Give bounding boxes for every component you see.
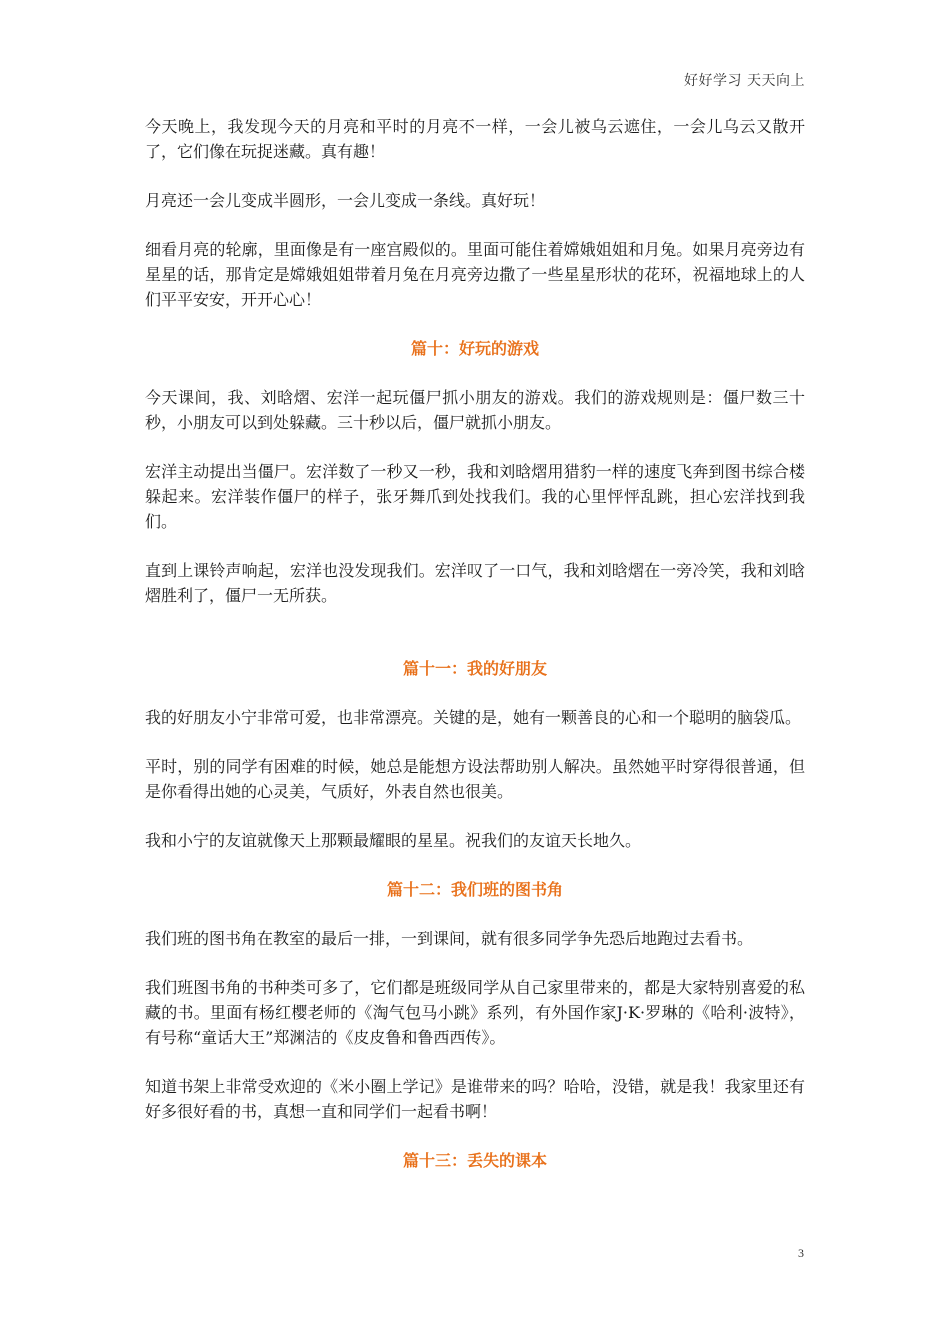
paragraph: 直到上课铃声响起，宏洋也没发现我们。宏洋叹了一口气，我和刘晗熠在一旁冷笑，我和刘晗熠胜利了，僵尸一无所获。 [145,561,805,605]
paragraph: 我和小宁的友谊就像天上那颗最耀眼的星星。祝我们的友谊天长地久。 [145,831,642,850]
section-heading: 篇十：好玩的游戏 [410,339,539,358]
paragraph: 月亮还一会儿变成半圆形，一会儿变成一条线。真好玩！ [145,191,546,210]
section-heading: 篇十三：丢失的课本 [402,1151,547,1170]
paragraph: 知道书架上非常受欢迎的《米小圈上学记》是谁带来的吗？哈哈，没错，就是我！我家里还有好多很好看的书，真想一直和同学们一起看书啊！ [145,1077,805,1121]
header-slogan: 好好学习 天天向上 [684,73,805,89]
paragraph: 今天晚上，我发现今天的月亮和平时的月亮不一样，一会儿被乌云遮住，一会儿乌云又散开了，它们像在玩捉迷藏。真有趣！ [145,117,805,161]
paragraph: 宏洋主动提出当僵尸。宏洋数了一秒又一秒，我和刘晗熠用猎豹一样的速度飞奔到图书综合楼躲起来。宏洋装作僵尸的样子，张牙舞爪到处找我们。我的心里怦怦乱跳，担心宏洋找到我们。 [145,462,805,531]
document-body [145,114,805,1173]
paragraph: 我们班的图书角在教室的最后一排，一到课间，就有很多同学争先恐后地跑过去看书。 [145,929,754,948]
page-number: 3 [798,1246,804,1260]
paragraph: 我的好朋友小宁非常可爱，也非常漂亮。关键的是，她有一颗善良的心和一个聪明的脑袋瓜。 [145,708,802,727]
paragraph: 平时，别的同学有困难的时候，她总是能想方设法帮助别人解决。虽然她平时穿得很普通，但是你看得出她的心灵美，气质好，外表自然也很美。 [145,757,805,801]
section-heading: 篇十二：我们班的图书角 [386,880,563,899]
paragraph: 今天课间，我、刘晗熠、宏洋一起玩僵尸抓小朋友的游戏。我们的游戏规则是：僵尸数三十秒，小朋友可以到处躲藏。三十秒以后，僵尸就抓小朋友。 [145,388,805,432]
paragraph: 细看月亮的轮廓，里面像是有一座宫殿似的。里面可能住着嫦娥姐姐和月兔。如果月亮旁边有星星的话，那肯定是嫦娥姐姐带着月兔在月亮旁边撒了一些星星形状的花环，祝福地球上的人们平平安安，开开心心！ [145,240,805,309]
section-heading: 篇十一：我的好朋友 [402,659,547,678]
paragraph: 我们班图书角的书种类可多了，它们都是班级同学从自己家里带来的，都是大家特别喜爱的私藏的书。里面有杨红樱老师的《淘气包马小跳》系列，有外国作家J·K·罗琳的《哈利·波特》，有号称“童话大王”郑渊洁的《皮皮鲁和鲁西西传》。 [145,978,805,1047]
